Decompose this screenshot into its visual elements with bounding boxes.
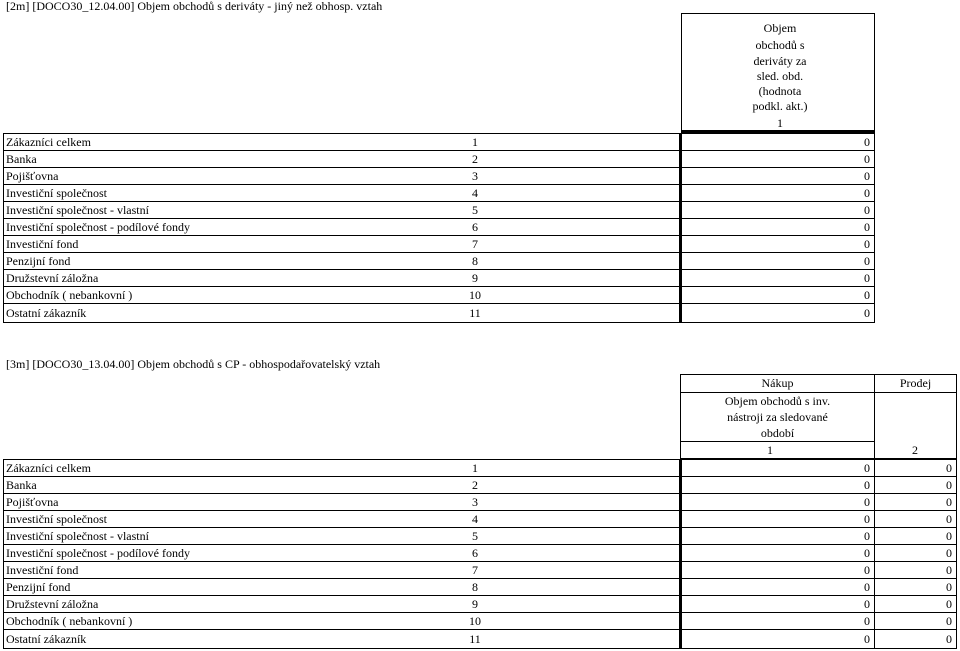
row-label: Investiční společnost - vlastní: [6, 529, 149, 543]
row-value: 0: [864, 220, 870, 234]
row-value: 0: [864, 237, 870, 251]
table1-col-header-line: Objem: [763, 21, 797, 35]
row-value-nakup: 0: [864, 614, 870, 628]
table2-subheader-line: nástroji za sledované: [727, 410, 828, 424]
table2-subheader-line: Objem obchodů s inv.: [724, 394, 831, 408]
table1-value-divider: [679, 133, 682, 323]
row-label: Pojišťovna: [6, 169, 59, 183]
row-value-prodej: 0: [946, 529, 952, 543]
row-value-prodej: 0: [946, 632, 952, 646]
row-number: 1: [472, 135, 478, 149]
table2-numrow-left: [680, 441, 681, 459]
table2-col-number: 2: [912, 443, 918, 457]
row-number: 5: [472, 529, 478, 543]
table1-row-line: [3, 150, 875, 151]
table1-col-number: 1: [777, 116, 783, 130]
row-label: Zákazníci celkem: [6, 461, 91, 475]
row-number: 9: [472, 597, 478, 611]
row-value-nakup: 0: [864, 529, 870, 543]
row-number: 6: [472, 546, 478, 560]
row-value: 0: [864, 169, 870, 183]
table1-col-header-line: podkl. akt.): [752, 99, 808, 113]
table2-title: [3m] [DOCO30_13.04.00] Objem obchodů s CP - obhospodařovatelský vztah: [6, 357, 381, 371]
row-value: 0: [864, 306, 870, 320]
row-value-nakup: 0: [864, 512, 870, 526]
row-label: Ostatní zákazník: [6, 306, 87, 320]
row-value-prodej: 0: [946, 597, 952, 611]
row-number: 1: [472, 461, 478, 475]
row-value: 0: [864, 271, 870, 285]
table2-col-divider: [874, 459, 875, 649]
row-label: Investiční společnost - podílové fondy: [6, 220, 190, 234]
row-value-nakup: 0: [864, 495, 870, 509]
row-value-nakup: 0: [864, 478, 870, 492]
row-value-prodej: 0: [946, 580, 952, 594]
row-value: 0: [864, 152, 870, 166]
table1-col-header-line: obchodů s: [755, 38, 805, 52]
row-number: 5: [472, 203, 478, 217]
row-value-nakup: 0: [864, 563, 870, 577]
row-number: 3: [472, 169, 478, 183]
row-label: Banka: [6, 152, 37, 166]
row-label: Ostatní zákazník: [6, 632, 87, 646]
row-value: 0: [864, 288, 870, 302]
row-number: 9: [472, 271, 478, 285]
row-value-prodej: 0: [946, 495, 952, 509]
row-number: 7: [472, 563, 478, 577]
row-number: 7: [472, 237, 478, 251]
row-number: 8: [472, 580, 478, 594]
table1-right-border: [874, 133, 875, 323]
table2-value-divider: [679, 459, 682, 649]
row-value-nakup: 0: [864, 597, 870, 611]
row-number: 8: [472, 254, 478, 268]
table2-group-header: Nákup: [761, 376, 794, 390]
table2-row-line: [3, 648, 957, 649]
row-value-prodej: 0: [946, 478, 952, 492]
row-value: 0: [864, 186, 870, 200]
table2-numrow-mid: [874, 441, 875, 459]
table2-numrow-right: [956, 392, 957, 459]
row-label: Investiční společnost - podílové fondy: [6, 546, 190, 560]
row-number: 2: [472, 152, 478, 166]
table1-row-line: [3, 167, 875, 168]
row-label: Pojišťovna: [6, 495, 59, 509]
table1-col-header-line: deriváty za: [753, 54, 807, 68]
table1-row-line: [3, 252, 875, 253]
row-label: Investiční fond: [6, 237, 79, 251]
row-value-nakup: 0: [864, 580, 870, 594]
row-label: Družstevní záložna: [6, 271, 99, 285]
row-value-prodej: 0: [946, 546, 952, 560]
row-number: 11: [469, 306, 481, 320]
table2-col-number: 1: [767, 443, 773, 457]
row-number: 4: [472, 512, 478, 526]
table1-row-line: [3, 133, 875, 134]
table1-title: [2m] [DOCO30_12.04.00] Objem obchodů s deriváty - jiný než obhosp. vztah: [6, 0, 383, 13]
table1-col-header-line: (hodnota: [758, 84, 802, 98]
row-label: Obchodník ( nebankovní ): [6, 288, 133, 302]
row-label: Investiční společnost: [6, 512, 107, 526]
row-number: 6: [472, 220, 478, 234]
row-number: 10: [469, 614, 481, 628]
row-value-prodej: 0: [946, 614, 952, 628]
row-label: Banka: [6, 478, 37, 492]
row-value-nakup: 0: [864, 461, 870, 475]
row-value: 0: [864, 135, 870, 149]
row-number: 4: [472, 186, 478, 200]
table2-right-border: [956, 459, 957, 649]
table1-row-line: [3, 303, 875, 304]
row-label: Investiční fond: [6, 563, 79, 577]
table2-left-border: [3, 459, 4, 649]
row-label: Investiční společnost: [6, 186, 107, 200]
table1-col-header-line: sled. obd.: [756, 69, 804, 83]
row-value: 0: [864, 254, 870, 268]
row-number: 11: [469, 632, 481, 646]
table1-row-line: [3, 269, 875, 270]
row-label: Zákazníci celkem: [6, 135, 91, 149]
table1-row-line: [3, 286, 875, 287]
table2-subheader-line: období: [760, 426, 795, 440]
table1-left-border: [3, 133, 4, 323]
row-value-prodej: 0: [946, 563, 952, 577]
table1-row-line: [3, 184, 875, 185]
row-label: Penzijní fond: [6, 254, 71, 268]
table1-row-line: [3, 322, 875, 323]
row-label: Investiční společnost - vlastní: [6, 203, 149, 217]
row-label: Obchodník ( nebankovní ): [6, 614, 133, 628]
table2-group-header: Prodej: [899, 376, 932, 390]
row-value-nakup: 0: [864, 546, 870, 560]
row-number: 10: [469, 288, 481, 302]
row-label: Penzijní fond: [6, 580, 71, 594]
row-value-prodej: 0: [946, 512, 952, 526]
row-number: 3: [472, 495, 478, 509]
row-value: 0: [864, 203, 870, 217]
row-value-prodej: 0: [946, 461, 952, 475]
row-number: 2: [472, 478, 478, 492]
row-value-nakup: 0: [864, 632, 870, 646]
row-label: Družstevní záložna: [6, 597, 99, 611]
